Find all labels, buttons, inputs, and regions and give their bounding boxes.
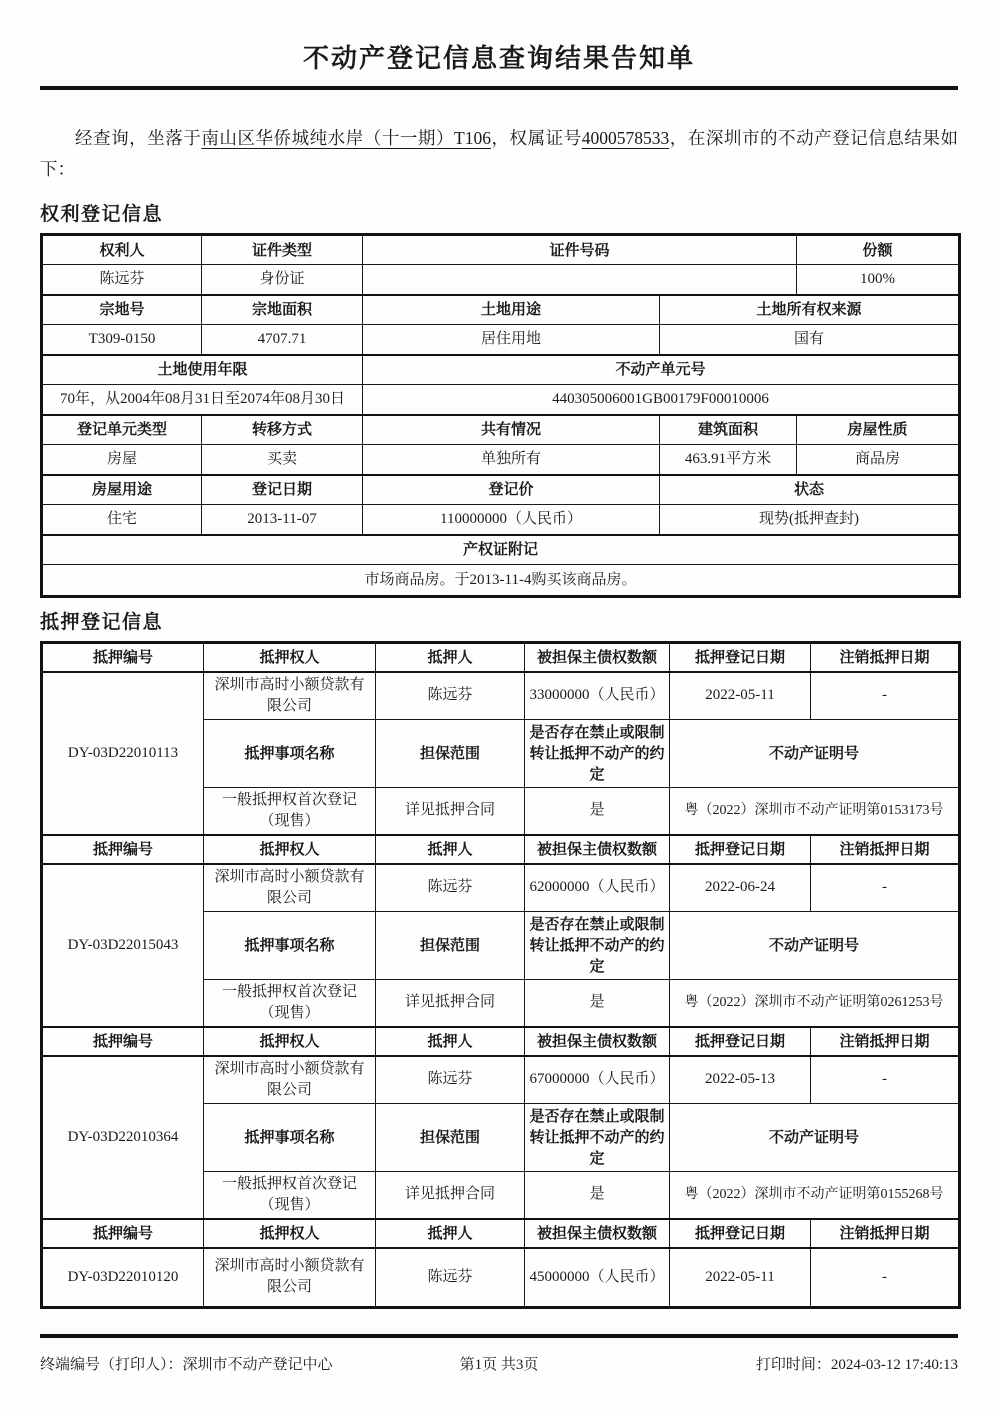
table-data-cell: 市场商品房。于2013-11-4购买该商品房。	[42, 565, 960, 597]
table-header-cell: 权利人	[42, 235, 202, 265]
terminal-info: 终端编号（打印人）：深圳市不动产登记中心	[40, 1357, 333, 1373]
table-header-cell: 不动产证明号	[670, 1103, 960, 1171]
table-header-cell: 登记价	[363, 475, 660, 505]
table-header-cell: 抵押编号	[42, 643, 204, 672]
table-header-cell: 登记日期	[202, 475, 363, 505]
table-header-cell: 抵押编号	[42, 1219, 204, 1248]
table-data-cell: 粤（2022）深圳市不动产证明第0261253号	[670, 979, 960, 1027]
table-header-cell: 注销抵押日期	[811, 1027, 960, 1056]
table-data-cell: 房屋	[42, 445, 202, 475]
table-header-cell: 证件号码	[363, 235, 797, 265]
table-header-cell: 不动产证明号	[670, 719, 960, 787]
intro-text: ，权属证号	[490, 128, 582, 148]
table-header-cell: 抵押人	[376, 1027, 525, 1056]
table-header-cell: 抵押事项名称	[204, 1103, 376, 1171]
table-data-cell	[363, 265, 797, 295]
table-data-cell: 2022-05-13	[670, 1056, 811, 1104]
table-header-cell: 不动产证明号	[670, 911, 960, 979]
intro-text: ，在深圳市的不动产登记信息结果如下：	[40, 128, 959, 179]
table-header-cell: 是否存在禁止或限制转让抵押不动产的约定	[525, 1103, 670, 1171]
table-header-cell: 抵押编号	[42, 1027, 204, 1056]
table-header-cell: 抵押登记日期	[670, 643, 811, 672]
table-header-cell: 抵押权人	[204, 1027, 376, 1056]
table-header-cell: 被担保主债权数额	[525, 643, 670, 672]
table-data-cell: -	[811, 864, 960, 912]
table-header-cell: 土地用途	[363, 295, 660, 325]
table-data-cell: 住宅	[42, 505, 202, 535]
footer-rule	[40, 1334, 958, 1338]
table-data-cell: 身份证	[202, 265, 363, 295]
intro-paragraph	[40, 123, 958, 185]
table-header-cell: 土地所有权来源	[660, 295, 960, 325]
rights-registration-table	[40, 233, 961, 598]
table-header-cell: 宗地号	[42, 295, 202, 325]
table-data-cell: 陈远芬	[376, 1056, 525, 1104]
table-data-cell: 买卖	[202, 445, 363, 475]
table-data-cell: 2022-05-11	[670, 672, 811, 720]
table-data-cell: DY-03D22015043	[42, 864, 204, 1027]
table-header-cell: 是否存在禁止或限制转让抵押不动产的约定	[525, 911, 670, 979]
page-number: 第1页 共3页	[459, 1357, 539, 1373]
table-data-cell: 是	[525, 979, 670, 1027]
table-header-cell: 被担保主债权数额	[525, 835, 670, 864]
table-data-cell: -	[811, 1248, 960, 1308]
table-header-cell: 抵押人	[376, 643, 525, 672]
table-data-cell: 详见抵押合同	[376, 979, 525, 1027]
table-header-cell: 抵押权人	[204, 1219, 376, 1248]
table-header-cell: 抵押权人	[204, 643, 376, 672]
table-data-cell: 粤（2022）深圳市不动产证明第0153173号	[670, 787, 960, 835]
page-footer	[40, 1353, 958, 1374]
table-data-cell: 粤（2022）深圳市不动产证明第0155268号	[670, 1171, 960, 1219]
table-header-cell: 抵押事项名称	[204, 719, 376, 787]
table-header-cell: 抵押权人	[204, 835, 376, 864]
table-data-cell: 45000000（人民币）	[525, 1248, 670, 1308]
table-data-cell: 陈远芬	[376, 1248, 525, 1308]
table-data-cell: 一般抵押权首次登记（现售）	[204, 979, 376, 1027]
table-data-cell: 2022-05-11	[670, 1248, 811, 1308]
table-data-cell: 深圳市高时小额贷款有限公司	[204, 1056, 376, 1104]
table-header-cell: 担保范围	[376, 911, 525, 979]
table-header-cell: 是否存在禁止或限制转让抵押不动产的约定	[525, 719, 670, 787]
table-header-cell: 产权证附记	[42, 535, 960, 565]
table-data-cell: 商品房	[797, 445, 960, 475]
table-header-cell: 房屋性质	[797, 415, 960, 445]
mortgage-registration-table	[40, 641, 961, 1309]
certificate-number-underlined: 4000578533	[581, 128, 670, 148]
section-heading-rights: 权利登记信息	[40, 204, 164, 225]
table-data-cell: 4707.71	[202, 325, 363, 355]
title-rule	[40, 86, 958, 90]
table-data-cell: DY-03D22010120	[42, 1248, 204, 1308]
table-header-cell: 注销抵押日期	[811, 835, 960, 864]
page-title: 不动产登记信息查询结果告知单	[302, 44, 695, 73]
section-heading-mortgage: 抵押登记信息	[40, 612, 164, 633]
table-data-cell: 一般抵押权首次登记（现售）	[204, 787, 376, 835]
table-data-cell: DY-03D22010364	[42, 1056, 204, 1219]
table-header-cell: 抵押登记日期	[670, 835, 811, 864]
table-data-cell: 陈远芬	[376, 864, 525, 912]
table-data-cell: 深圳市高时小额贷款有限公司	[204, 1248, 376, 1308]
table-header-cell: 状态	[660, 475, 960, 505]
table-data-cell: 深圳市高时小额贷款有限公司	[204, 672, 376, 720]
table-data-cell: 2013-11-07	[202, 505, 363, 535]
table-header-cell: 抵押人	[376, 835, 525, 864]
table-header-cell: 证件类型	[202, 235, 363, 265]
table-header-cell: 登记单元类型	[42, 415, 202, 445]
table-data-cell: -	[811, 672, 960, 720]
table-data-cell: DY-03D22010113	[42, 672, 204, 835]
intro-text: 经查询，坐落于	[75, 128, 202, 148]
table-data-cell: 是	[525, 1171, 670, 1219]
table-header-cell: 注销抵押日期	[811, 643, 960, 672]
property-location-underlined: 南山区华侨城纯水岸（十一期）T106	[201, 128, 491, 148]
table-header-cell: 注销抵押日期	[811, 1219, 960, 1248]
table-data-cell: 110000000（人民币）	[363, 505, 660, 535]
table-data-cell: 70年，从2004年08月31日至2074年08月30日	[42, 385, 363, 415]
table-header-cell: 建筑面积	[660, 415, 797, 445]
table-data-cell: 深圳市高时小额贷款有限公司	[204, 864, 376, 912]
table-data-cell: 33000000（人民币）	[525, 672, 670, 720]
table-header-cell: 抵押编号	[42, 835, 204, 864]
table-header-cell: 被担保主债权数额	[525, 1027, 670, 1056]
table-data-cell: 是	[525, 787, 670, 835]
table-data-cell: 居住用地	[363, 325, 660, 355]
table-header-cell: 土地使用年限	[42, 355, 363, 385]
table-header-cell: 抵押登记日期	[670, 1027, 811, 1056]
table-data-cell: 62000000（人民币）	[525, 864, 670, 912]
table-header-cell: 转移方式	[202, 415, 363, 445]
table-data-cell: 一般抵押权首次登记（现售）	[204, 1171, 376, 1219]
table-header-cell: 抵押事项名称	[204, 911, 376, 979]
print-time: 打印时间：2024-03-12 17:40:13	[755, 1357, 958, 1373]
table-data-cell: 100%	[797, 265, 960, 295]
table-data-cell: 2022-06-24	[670, 864, 811, 912]
table-data-cell: -	[811, 1056, 960, 1104]
table-data-cell: T309-0150	[42, 325, 202, 355]
table-data-cell: 单独所有	[363, 445, 660, 475]
table-header-cell: 抵押人	[376, 1219, 525, 1248]
table-data-cell: 详见抵押合同	[376, 1171, 525, 1219]
table-data-cell: 陈远芬	[42, 265, 202, 295]
table-header-cell: 房屋用途	[42, 475, 202, 505]
table-header-cell: 份额	[797, 235, 960, 265]
table-header-cell: 担保范围	[376, 1103, 525, 1171]
table-header-cell: 担保范围	[376, 719, 525, 787]
table-data-cell: 463.91平方米	[660, 445, 797, 475]
table-data-cell: 国有	[660, 325, 960, 355]
table-data-cell: 67000000（人民币）	[525, 1056, 670, 1104]
table-header-cell: 抵押登记日期	[670, 1219, 811, 1248]
table-header-cell: 被担保主债权数额	[525, 1219, 670, 1248]
table-data-cell: 现势(抵押查封)	[660, 505, 960, 535]
table-header-cell: 不动产单元号	[363, 355, 960, 385]
table-header-cell: 共有情况	[363, 415, 660, 445]
table-data-cell: 详见抵押合同	[376, 787, 525, 835]
table-data-cell: 陈远芬	[376, 672, 525, 720]
table-header-cell: 宗地面积	[202, 295, 363, 325]
table-data-cell: 440305006001GB00179F00010006	[363, 385, 960, 415]
